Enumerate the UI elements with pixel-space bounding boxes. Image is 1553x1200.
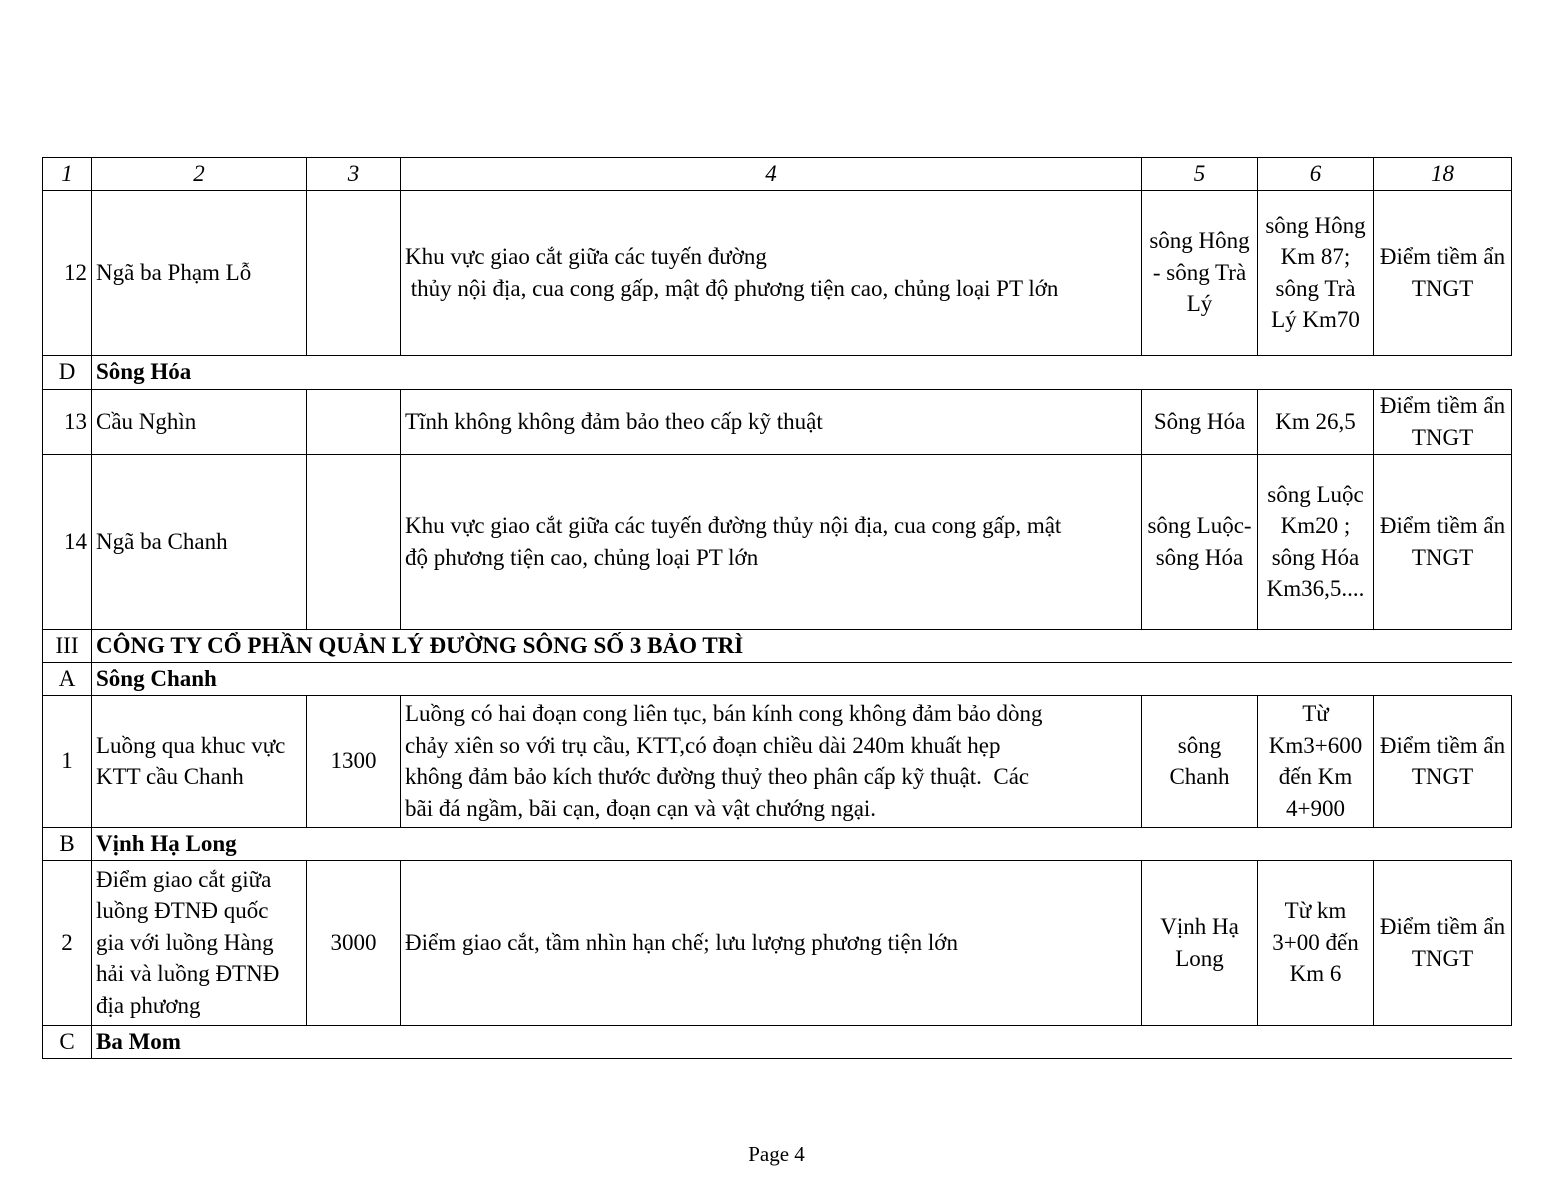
length-cell bbox=[307, 454, 401, 629]
note-cell: Điểm tiềm ẩn TNGT bbox=[1374, 860, 1512, 1025]
table-row bbox=[43, 190, 1512, 355]
description-line: không đảm bảo kích thước đường thuỷ theo phân cấp kỹ thuật. Các bbox=[405, 764, 1030, 789]
note-cell: Điểm tiềm ẩn TNGT bbox=[1374, 389, 1512, 454]
page-footer: Page 4 bbox=[748, 1142, 805, 1166]
km-cell: sông Luộc Km20 ; sông Hóa Km36,5.... bbox=[1258, 454, 1374, 629]
section-row bbox=[43, 1025, 1512, 1058]
km-cell: Km 26,5 bbox=[1258, 389, 1374, 454]
river-cell: Vịnh Hạ Long bbox=[1142, 860, 1258, 1025]
section-number: D bbox=[43, 355, 92, 389]
description-line: chảy xiên so với trụ cầu, KTT,có đoạn chiều dài 240m khuất hẹp bbox=[405, 732, 1001, 758]
km-cell: sông Hông Km 87; sông Trà Lý Km70 bbox=[1258, 190, 1374, 355]
description-line: Điểm giao cắt, tầm nhìn hạn chế; lưu lượng phương tiện lớn bbox=[405, 929, 958, 955]
river-cell: sông Chanh bbox=[1142, 695, 1258, 827]
row-number: 14 bbox=[43, 454, 92, 629]
km-cell: Từ km 3+00 đến Km 6 bbox=[1258, 860, 1374, 1025]
hazard-table bbox=[42, 157, 1512, 1059]
section-number: C bbox=[43, 1025, 92, 1058]
column-header: 2 bbox=[92, 158, 307, 191]
river-cell: sông Hông - sông Trà Lý bbox=[1142, 190, 1258, 355]
note-cell: Điểm tiềm ẩn TNGT bbox=[1374, 454, 1512, 629]
length-cell bbox=[307, 190, 401, 355]
table-row bbox=[43, 860, 1512, 1025]
section-title: Vịnh Hạ Long bbox=[92, 827, 1512, 860]
note-cell: Điểm tiềm ẩn TNGT bbox=[1374, 190, 1512, 355]
row-number: 13 bbox=[43, 389, 92, 454]
river-cell: sông Luộc- sông Hóa bbox=[1142, 454, 1258, 629]
description-cell bbox=[401, 695, 1142, 827]
description-line: Tĩnh không không đảm bảo theo cấp kỹ thuật bbox=[405, 408, 823, 434]
section-row bbox=[43, 629, 1512, 662]
location-name: Ngã ba Chanh bbox=[92, 454, 307, 629]
river-cell: Sông Hóa bbox=[1142, 389, 1258, 454]
section-title: Ba Mom bbox=[92, 1025, 1512, 1058]
section-row bbox=[43, 355, 1512, 389]
section-title: Sông Hóa bbox=[92, 355, 1512, 389]
km-cell: Từ Km3+600 đến Km 4+900 bbox=[1258, 695, 1374, 827]
note-cell: Điểm tiềm ẩn TNGT bbox=[1374, 695, 1512, 827]
description-line: Khu vực giao cắt giữa các tuyến đường bbox=[405, 244, 767, 269]
description-line: độ phương tiện cao, chủng loại PT lớn bbox=[405, 544, 759, 570]
row-number: 2 bbox=[43, 860, 92, 1025]
location-name: Luồng qua khuc vực KTT cầu Chanh bbox=[92, 695, 307, 827]
length-cell bbox=[307, 389, 401, 454]
section-title: CÔNG TY CỔ PHẦN QUẢN LÝ ĐƯỜNG SÔNG SỐ 3 BẢO TRÌ bbox=[92, 629, 1512, 662]
location-name: Cầu Nghìn bbox=[92, 389, 307, 454]
description-cell bbox=[401, 389, 1142, 454]
location-name: Điểm giao cắt giữa luồng ĐTNĐ quốc gia với luồng Hàng hải và luồng ĐTNĐ địa phương bbox=[92, 860, 307, 1025]
description-line: thủy nội địa, cua cong gấp, mật độ phương tiện cao, chủng loại PT lớn bbox=[405, 275, 1059, 301]
section-number: III bbox=[43, 629, 92, 662]
column-header-row bbox=[43, 158, 1512, 191]
column-header: 18 bbox=[1374, 158, 1512, 191]
section-row bbox=[43, 827, 1512, 860]
description-line: Luồng có hai đoạn cong liên tục, bán kính cong không đảm bảo dòng bbox=[405, 701, 1043, 726]
column-header: 5 bbox=[1142, 158, 1258, 191]
section-title: Sông Chanh bbox=[92, 662, 1512, 695]
section-row bbox=[43, 662, 1512, 695]
length-cell: 3000 bbox=[307, 860, 401, 1025]
table-row bbox=[43, 389, 1512, 454]
description-cell bbox=[401, 454, 1142, 629]
description-line: bãi đá ngầm, bãi cạn, đoạn cạn và vật chướng ngại. bbox=[405, 795, 877, 821]
description-cell bbox=[401, 190, 1142, 355]
table-row bbox=[43, 454, 1512, 629]
table-row bbox=[43, 695, 1512, 827]
row-number: 1 bbox=[43, 695, 92, 827]
row-number: 12 bbox=[43, 190, 92, 355]
description-line: Khu vực giao cắt giữa các tuyến đường thủy nội địa, cua cong gấp, mật bbox=[405, 513, 1062, 538]
column-header: 4 bbox=[401, 158, 1142, 191]
description-cell bbox=[401, 860, 1142, 1025]
section-number: A bbox=[43, 662, 92, 695]
section-number: B bbox=[43, 827, 92, 860]
length-cell: 1300 bbox=[307, 695, 401, 827]
column-header: 3 bbox=[307, 158, 401, 191]
column-header: 6 bbox=[1258, 158, 1374, 191]
column-header: 1 bbox=[43, 158, 92, 191]
location-name: Ngã ba Phạm Lỗ bbox=[92, 190, 307, 355]
